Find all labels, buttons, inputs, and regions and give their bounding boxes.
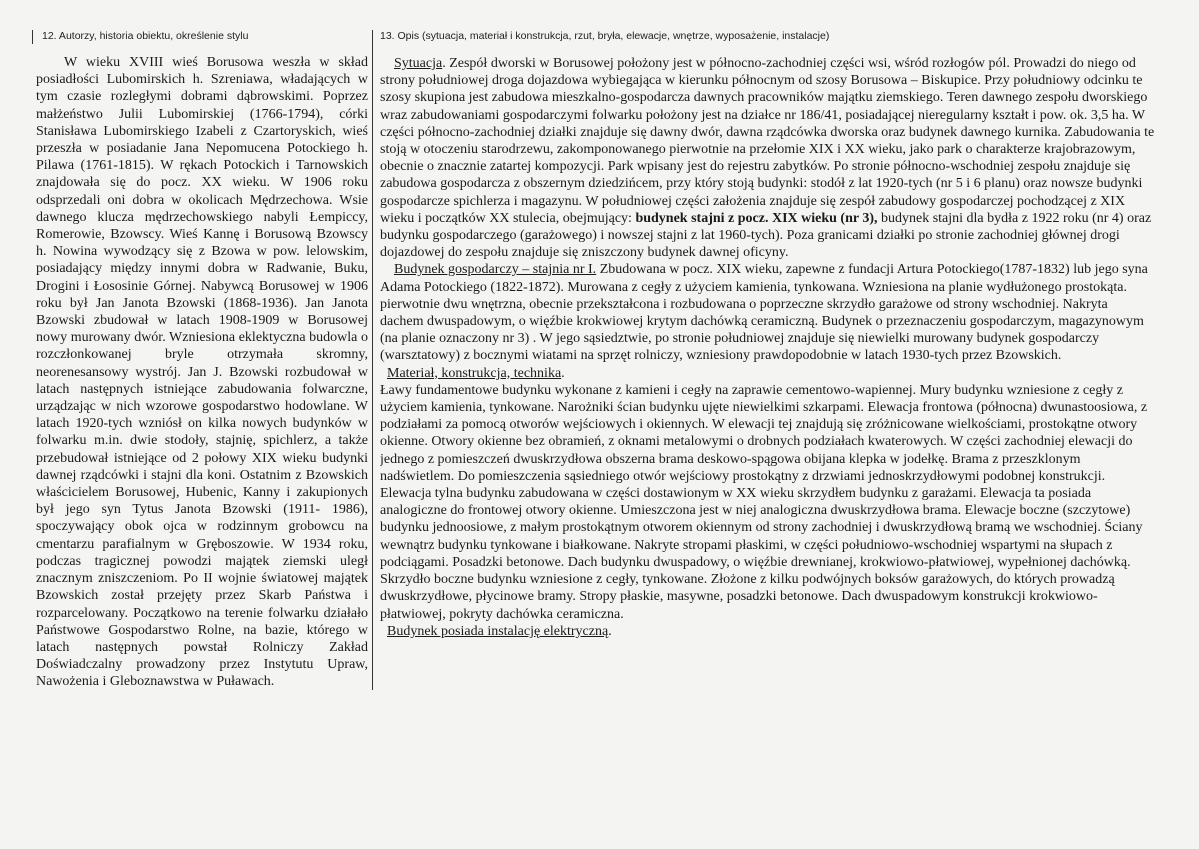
line-text: wewnątrz budynku tynkowane i białkowane. Nakryte stropami płaskimi, w części południowo-wschodniej wspartymi na słupach z (380, 537, 1113, 553)
history-text: W wieku XVIII wieś Borusowa weszła w skład posiadłości Lubomirskich h. Szreniawa, władających w tym czasie rozległymi dobrami dąbrowskimi. Poprzez małżeństwo Julii Lubomirskiej (1766-1794), córki Stanisława Lubomirskiego Izabeli z Czartoryskich, wieś przeszła w posiadanie Jana Nepomucena Potockiego h. Pilawa (1761-1815). W rękach Potockich i Tarnowskich znajdowała się do pocz. XX wieku. W 1906 roku odsprzedali oni dobra w okolicach Mędrzechowa. Wsie dawnego klucza mędrzechowskiego nabyli Łempiccy, Romerowie, Bzowscy. Wieś Kannę i Borusową Bzowscy h. Nowina wywodzący się z Bzowa w pow. lelowskim, posiadający między innymi dobra w Radwanie, Buku, Drogini i Łososinie Górnej. Nabywcą Borusowej w 1906 roku był Jan Janota Bzowski (1868-1936). Jan Janota Bzowski zbudował w latach 1908-1909 w Borusowej nowy murowany dwór. Wzniesiona eklektyczna budowla o rozczłonkowanej bryle otrzymała skromny, neorenesansowy wystrój. Jan J. Bzowski rozbudował w latach następnych istniejące zabudowania folwarczne, urządzając w nich wzorowe gospodarstwo hodowlane. W latach 1920-tych wzniósł on kilka nowych budynków w folwarku m.in. dwie stodoły, stajnię, spichlerz, a także przebudował istniejące od 2 połowy XIX wieku budynki dawnej rządcówki i stajni dla koni. Ostatnim z Bzowskich właścicielem Borusowej, Hubenic, Kanny i zakupionych był jego syn Tytus Janota Bzowski (1911- 1986), spoczywający obok ojca w rodzinnym grobowcu na cmentarzu parafialnym w Gręboszowie. W 1934 roku, podczas tragicznej powodzi majątek ziemski uległ znacznym zniszczeniom. Po II wojnie światowej majątek Bzowskich został przejęty przez Skarb Państwa i rozparcelowany. Początkowo na terenie folwarku działało Państwowe Gospodarstwo Rolne, na bazie, którego w latach następnych powstał Rolniczy Zakład Doświadczalny prowadzony przez Instytutu Upraw, Nawożenia i Gleboznawstwa w Puławach. (36, 55, 368, 690)
line-text (380, 366, 387, 381)
line-text: . (608, 623, 612, 639)
description-line (380, 261, 1199, 278)
line-text: użyciem kamienia, tynkowane. Narożniki ścian budynku ujęte niewielkimi szkarpami. Elewacja frontowa (północna) dwunastoosiowa, z (380, 400, 1148, 416)
description-line (380, 416, 1199, 433)
line-text: Elewacja tylna budynku zabudowana w części dostawionym w XX wieku skrzydłem budynku z garażami. Elewacja ta posiada (380, 486, 1092, 502)
description-header: 13. Opis (sytuacja, materiał i konstrukcja, rzut, bryła, elewacje, wnętrze, wyposażenie, instalacje) (380, 30, 830, 42)
line-text: (na planie oznaczony nr 3) . W jego sąsiedztwie, po stronie południowej znajduje się niewielki murowany budynek gospodarczy (380, 331, 1100, 347)
description-line (380, 158, 1199, 175)
description-line (380, 124, 1199, 141)
description-line (380, 175, 1199, 192)
line-text: (warsztatowy) z bocznymi wiatami na sprzęt rolniczy, wzniesiony prawdopodobnie w latach 1930-tych przez Bzowskich. (380, 348, 1062, 364)
line-text: . Zespół dworski w Borusowej położony jest w północno-zachodniej części wsi, wśród rozłogów pól. Prowadzi do niego od (442, 56, 1136, 71)
description-line (380, 107, 1199, 124)
line-text: Zbudowana w pocz. XIX wieku, zapewne z fundacji Artura Potockiego(1787-1832) lub jego syna (596, 262, 1148, 278)
line-text: Ławy fundamentowe budynku wykonane z kamieni i cegły na zaprawie cementowo-wapiennej. Mury budynku wzniesione z cegły z (380, 382, 1123, 398)
underlined-heading: Budynek posiada instalację elektryczną (387, 623, 609, 639)
line-text: Skrzydło boczne budynku wzniesione z cegły, tynkowane. Złożone z kilku podwójnych boksów garażowych, do których prowadzą (380, 572, 1115, 588)
description-line (380, 55, 1199, 72)
line-text: budynku gospodarczego (garażowego) i nowszej stajni z lat 1960-tych). Poza granicami działki po stronie zachodniej głównej drogi (380, 228, 1120, 244)
line-text: dojazdowej do zespołu znajduje się zniszczony budynek dawnej oficyny. (380, 245, 789, 261)
description-line (380, 141, 1199, 158)
description-line (380, 330, 1199, 347)
line-text (380, 262, 394, 277)
line-text: obecnie o znacznie zatartej kompozycji. Park wpisany jest do rejestru zabytków. Po stronie północno-wschodniej zespołu znajduje się (380, 159, 1131, 175)
underlined-heading: Materiał, konstrukcja, technika (387, 365, 562, 381)
description-line (380, 72, 1199, 89)
description-line (380, 519, 1199, 536)
description-line (380, 296, 1199, 313)
line-text: szosy skupiona jest zabudowa mieszkalno-gospodarcza dawnych pracowników majątku ziemskiego. Teren dawnego zespołu dworskiego (380, 90, 1148, 106)
description-line (380, 399, 1199, 416)
description-line (380, 606, 1199, 623)
line-text: analogiczne do frontowej otwory okienne. Umieszczona jest w niej analogiczna dwuskrzydłowa brama. Elewacje boczne (szczytowe) (380, 503, 1131, 519)
line-text: okienne. Otwory okienne bez obramień, z oknami metalowymi o drobnych podziałach kwaterowych. W części zachodniej elewacji do (380, 434, 1133, 450)
description-line (380, 244, 1199, 261)
description-line (380, 279, 1199, 296)
description-line (380, 588, 1199, 605)
description-line (380, 554, 1199, 571)
description-line (380, 537, 1199, 554)
description-line (380, 571, 1199, 588)
history-header: 12. Autorzy, historia obiektu, określenie stylu (42, 30, 249, 42)
description-line (380, 382, 1199, 399)
description-line (380, 347, 1199, 364)
line-text: stoją w otoczeniu starodrzewu, zakomponowanego pierwotnie na przełomie XIX i XX wieku, jako park o charakterze krajobrazowym, (380, 142, 1136, 158)
line-text: pierwotnie dwu wnętrzna, obecnie przekształcona i rozbudowana o poprzeczne skrzydło garażowe od strony wschodniej. Nakryta (380, 296, 1108, 312)
description-line (380, 227, 1199, 244)
description-line (380, 313, 1199, 330)
line-text: dachem dwuspadowym, o więźbie krokwiowej krytym dachówką ceramiczną. Budynek o przeznaczeniu gospodarczym, magazynowym (380, 314, 1144, 330)
description-line (380, 365, 1199, 382)
description-column (380, 30, 1199, 650)
line-text: wieku i początków XX stulecia, obejmujący: (380, 210, 636, 226)
line-text: jednego z pomieszczeń dwuskrzydłowa obszerna brama deskowo-spągowa obijana klepka w jodełkę. Brama z przeszklonym (380, 451, 1081, 467)
description-line (380, 502, 1199, 519)
line-text: . (561, 365, 565, 381)
description-line (380, 451, 1199, 468)
line-text: budynek stajni dla bydła z 1922 roku (nr 4) oraz (877, 210, 1152, 226)
line-text: strony południowej droga dojazdowa wybiegająca w kierunku północnym od szosy Borusowa – Biskupice. Przy południowy odcinku te (380, 73, 1143, 89)
line-text: podziałami za pomocą otworów wejściowych i okiennych. W elewacji tej znajdują się zróżnicowane wielkościami, prostokątne otwory (380, 417, 1138, 433)
line-text: nadświetlem. Do pomieszczenia sąsiedniego otwór wejściowy prostokątny z drzwiami jednoskrzydłowymi podobnej konstrukcji. (380, 468, 1106, 484)
history-column (36, 30, 373, 690)
description-line (380, 210, 1199, 227)
description-line (380, 193, 1199, 210)
bold-text: budynek stajni z pocz. XIX wieku (nr 3), (635, 210, 878, 226)
line-text (380, 56, 394, 71)
line-text: gospodarcze spichlerza i magazynu. W południowej części założenia znajduje się zespół zabudowy gospodarczej pochodzącej z XIX (380, 193, 1126, 209)
line-text: płatwiowej, pokryty dachówka ceramiczna. (380, 606, 624, 622)
line-text (380, 624, 387, 639)
line-text: zabudowa gospodarcza z obszernym dziedzińcem, przy który stoją budynki: stodół z lat 1920-tych (nr 5 i 6 planu) oraz nowsze budynki (380, 176, 1143, 192)
description-line (380, 433, 1199, 450)
line-text: dwuskrzydłowe, płycinowe bramy. Stropy płaskie, masywne, posadzki betonowe. Dach dwuspadowym konstrukcji krokwiowo- (380, 589, 1098, 605)
line-text: podciągami. Posadzki betonowe. Dach budynku dwuspadowy, o więźbie drewnianej, krokwiowo-płatwiowej, wypełnionej dachówką. (380, 554, 1131, 570)
underlined-heading: Sytuacja (394, 56, 443, 71)
header-marker (32, 30, 33, 44)
line-text: części północno-zachodniej działki znajduje się dawny dwór, dawna rządcówka dworska oraz budynek dawnego kurnika. Zabudowania te (380, 124, 1155, 140)
line-text: Adama Potockiego (1822-1872). Murowana z cegły z użyciem kamienia, tynkowana. Wzniesiona na planie wydłużonego prostokąta. (380, 279, 1127, 295)
description-line (380, 468, 1199, 485)
description-line (380, 485, 1199, 502)
description-line (380, 623, 1199, 640)
underlined-heading: Budynek gospodarczy – stajnia nr I. (394, 262, 597, 278)
description-line (380, 89, 1199, 106)
line-text: wraz zabudowaniami gospodarczymi folwarku położony jest na działce nr 186/41, posiadającej nieregularny kształt i pow. ok. 3,5 ha. W (380, 107, 1146, 123)
line-text: budynku jednoosiowe, z małym prostokątnym otworem okiennym od strony zachodniej i dwuskrzydłową bramą we wschodniej. Ściany (380, 520, 1143, 536)
description-text (380, 55, 1199, 640)
